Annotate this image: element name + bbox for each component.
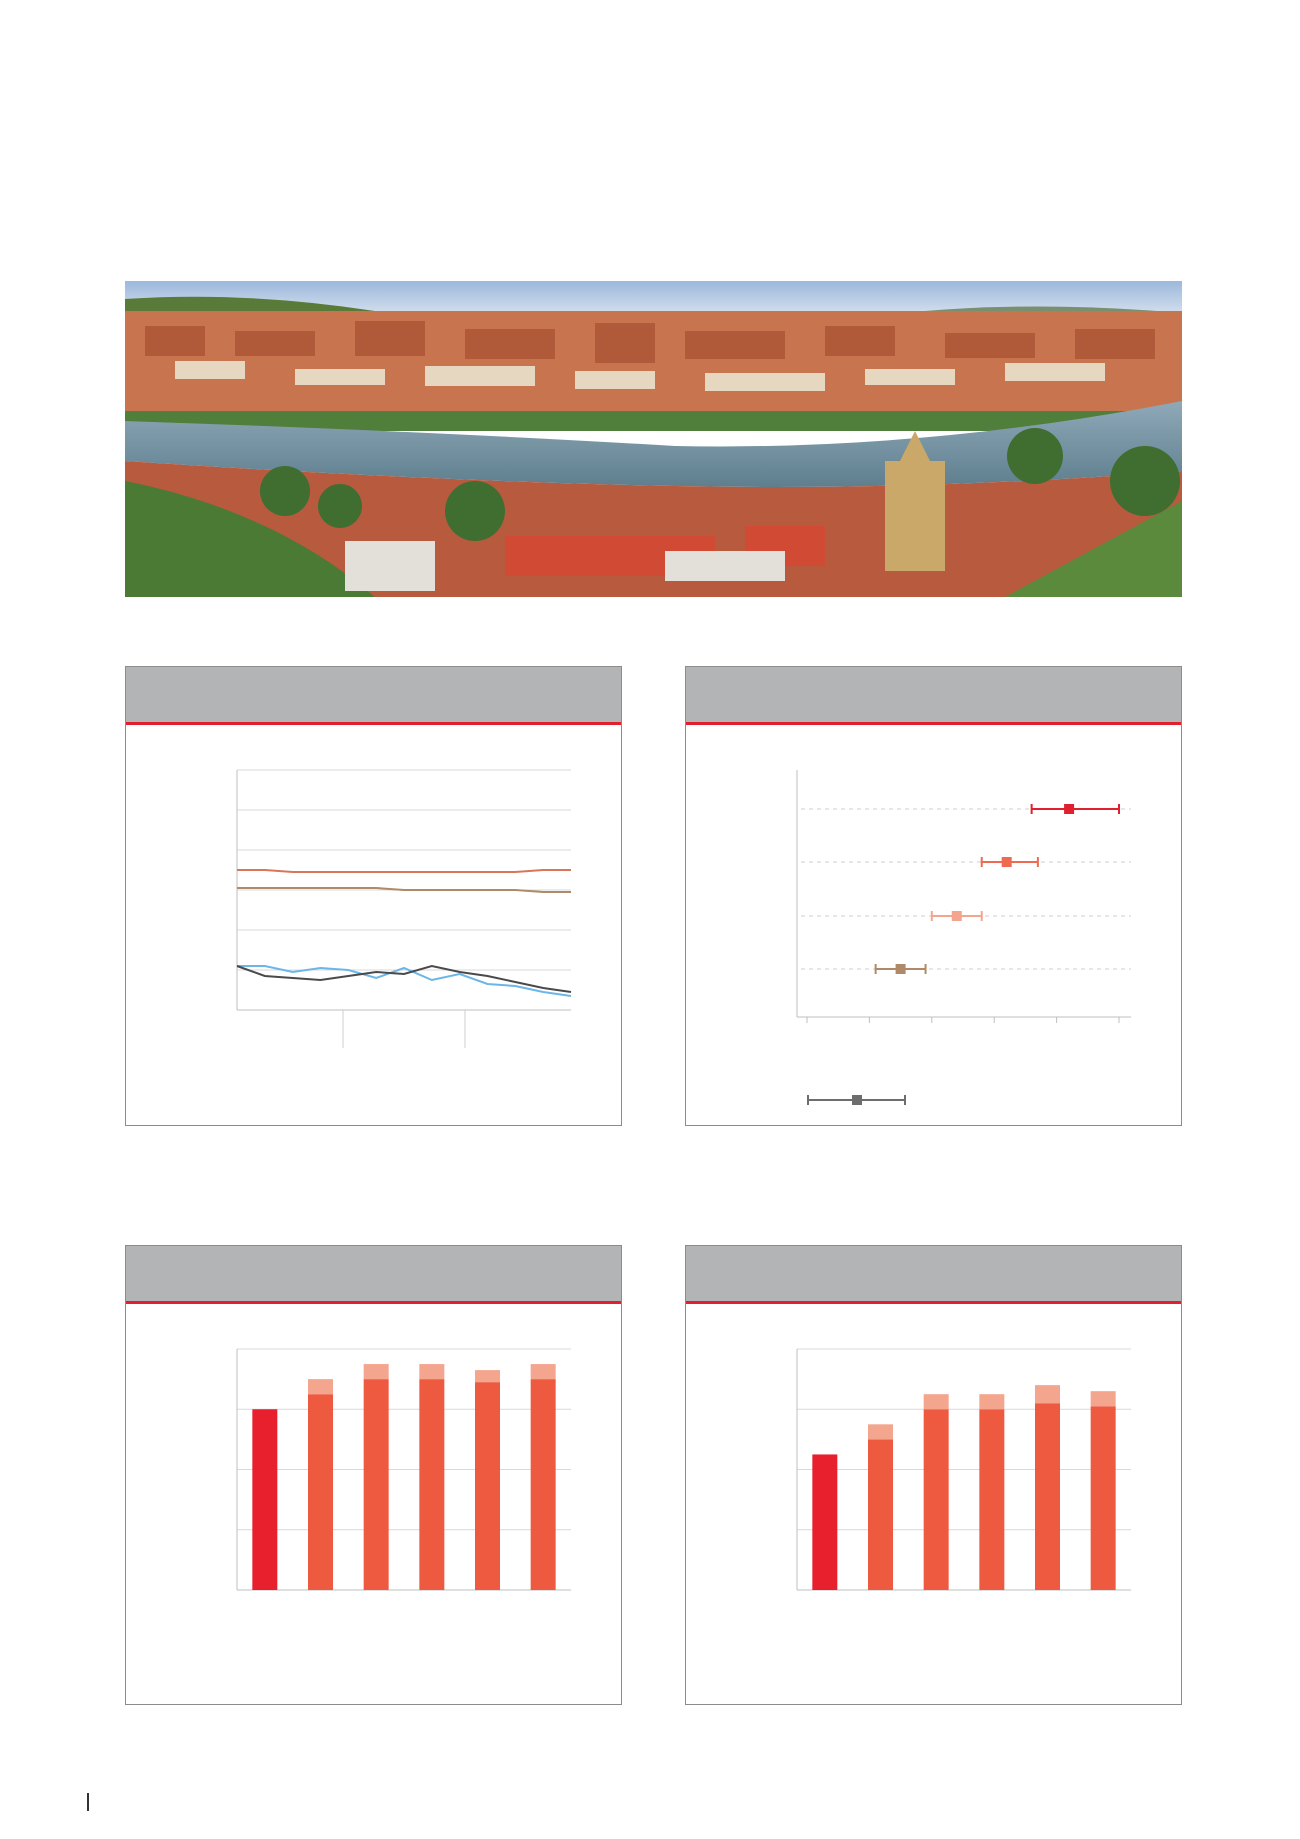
- bar: [812, 1454, 837, 1590]
- bar: [868, 1439, 893, 1590]
- error-bar-chart: [686, 725, 1181, 1125]
- bar-extension: [475, 1370, 500, 1382]
- bar: [1035, 1403, 1060, 1590]
- bar-extension: [924, 1394, 949, 1409]
- panel-bottom-left: [125, 1245, 622, 1705]
- bar-extension: [1035, 1385, 1060, 1403]
- city-panorama-photo: [125, 281, 1182, 597]
- panorama-image: [125, 281, 1182, 597]
- bar: [308, 1394, 333, 1590]
- bar-extension: [364, 1364, 389, 1379]
- bar: [1091, 1406, 1116, 1590]
- bar-extension: [868, 1424, 893, 1439]
- panel-header: [126, 1246, 621, 1304]
- panel-bottom-right: [685, 1245, 1182, 1705]
- panel-header: [686, 667, 1181, 725]
- bar-extension: [979, 1394, 1004, 1409]
- bar: [252, 1409, 277, 1590]
- bar-extension: [1091, 1391, 1116, 1406]
- bar: [475, 1382, 500, 1590]
- panel-header: [686, 1246, 1181, 1304]
- data-point: [1002, 857, 1012, 867]
- bar-extension: [308, 1379, 333, 1394]
- panel-header: [126, 667, 621, 725]
- panel-top-right: [685, 666, 1182, 1126]
- data-point: [896, 964, 906, 974]
- series-line: [237, 870, 571, 872]
- panel-top-left: [125, 666, 622, 1126]
- data-point: [952, 911, 962, 921]
- bar: [531, 1379, 556, 1590]
- bar-chart: [686, 1304, 1181, 1704]
- bar: [924, 1409, 949, 1590]
- bar-extension: [531, 1364, 556, 1379]
- bar: [979, 1409, 1004, 1590]
- legend-marker: [852, 1095, 862, 1105]
- bar-extension: [419, 1364, 444, 1379]
- line-chart: [126, 725, 621, 1125]
- page-marker: [87, 1793, 89, 1811]
- bar: [364, 1379, 389, 1590]
- data-point: [1064, 804, 1074, 814]
- bar-chart: [126, 1304, 621, 1704]
- bar: [419, 1379, 444, 1590]
